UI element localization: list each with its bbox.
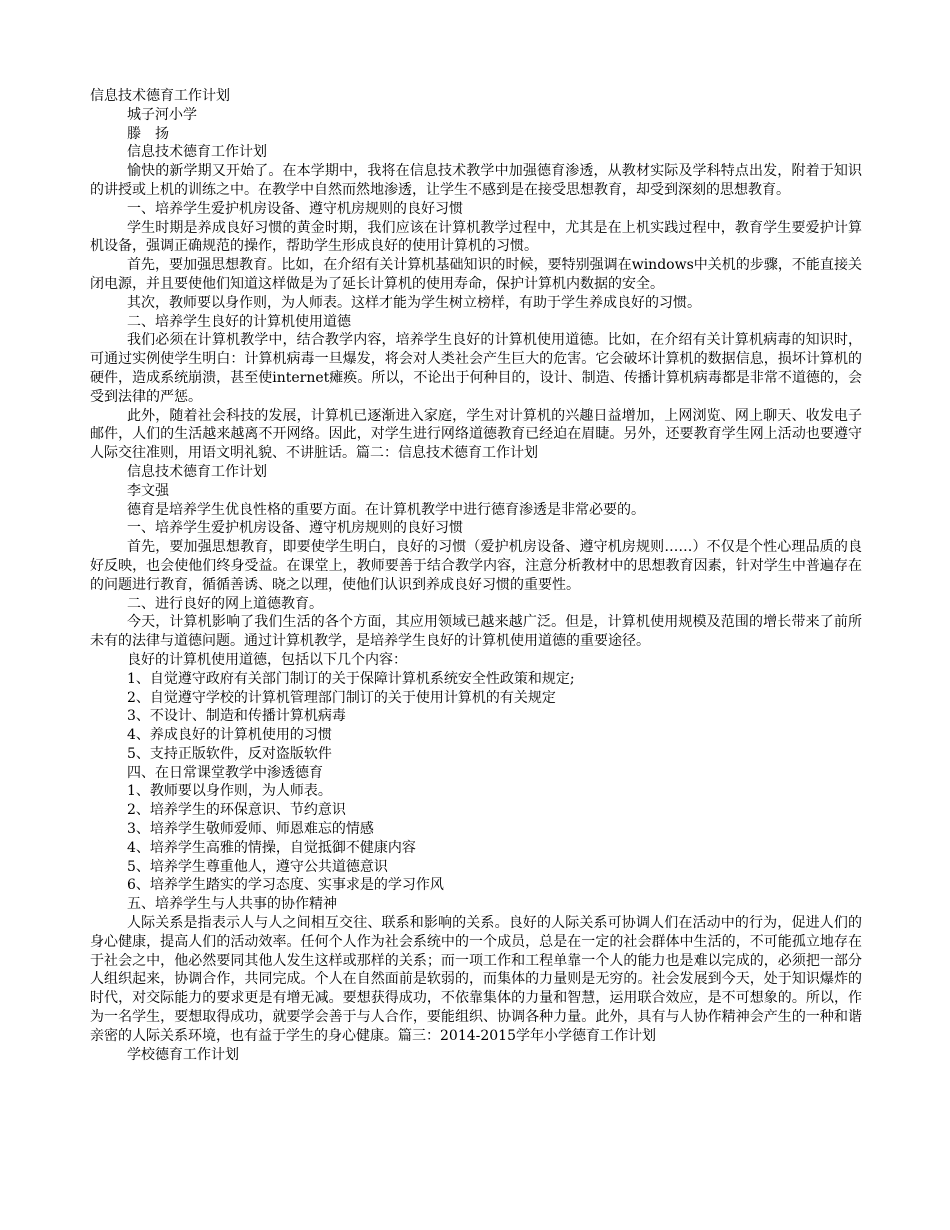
paragraph: 四、在日常课堂教学中渗透德育 [127,764,323,781]
paragraph: 信息技术德育工作计划 [127,463,267,480]
paragraph: 5、培养学生尊重他人，遵守公共道德意识 [127,858,388,875]
paragraph: 德育是培养学生优良性格的重要方面。在计算机教学中进行德育渗透是非常必要的。 [127,501,645,518]
paragraph: 人际关系是指表示人与人之间相互交往、联系和影响的关系。良好的人际关系可协调人们在活动中的行为，促进人们的身心健康，提高人们的活动效率。任何个人作为社会系统中的一个成员，总是在一定的社会群体中生活的，不可能孤立地存在于社会之中，他必然要同其他人发生这样或那样的关系；而一项工作和工程单靠一个人的能力也是难以完成的，必须把一部分人组织起来，协调合作，共同完成。个人在自然面前是软弱的，而集体的力量则是无穷的。社会发展到今天，处于知识爆炸的时代，对交际能力的要求更是有增无减。要想获得成功，不依靠集体的力量和智慧，运用联合效应，是不可想象的。所以，作为一名学生，要想取得成功，就要学会善于与人合作，要能组织、协调各种力量。此外，具有与人协作精神会产生的一种和谐亲密的人际关系环境，也有益于学生的身心健康。篇三：2014-2015学年小学德育工作计划 [90,915,862,1044]
paragraph: 其次，教师要以身作则，为人师表。这样才能为学生树立榜样，有助于学生养成良好的习惯。 [127,294,701,311]
paragraph: 2、自觉遵守学校的计算机管理部门制订的关于使用计算机的有关规定 [127,689,556,706]
paragraph: 5、支持正版软件，反对盗版软件 [127,745,332,762]
paragraph: 6、培养学生踏实的学习态度、实事求是的学习作风 [127,877,444,894]
paragraph: 愉快的新学期又开始了。在本学期中，我将在信息技术教学中加强德育渗透，从教材实际及学科特点出发，附着于知识的讲授或上机的训练之中。在教学中自然而然地渗透，让学生不感到是在接受思想教育，却受到深刻的思想教育。 [90,163,862,198]
paragraph: 3、培养学生敬师爱师、师恩难忘的情感 [127,821,374,838]
paragraph: 二、进行良好的网上道德教育。 [127,595,323,612]
paragraph: 一、培养学生爱护机房设备、遵守机房规则的良好习惯 [127,200,463,217]
document-title: 信息技术德育工作计划 [90,88,230,104]
paragraph: 1、教师要以身作则，为人师表。 [127,783,332,800]
paragraph: 3、不设计、制造和传播计算机病毒 [127,708,346,725]
document-body [90,87,862,1064]
paragraph: 我们必须在计算机教学中，结合教学内容，培养学生良好的计算机使用道德。比如，在介绍有关计算机病毒的知识时，可通过实例使学生明白：计算机病毒一旦爆发，将会对人类社会产生巨大的危害。它会破坏计算机的数据信息，损坏计算机的硬件，造成系统崩溃，甚至使internet瘫痪。所以，不论出于何种目的，设计、制造、传播计算机病毒都是非常不道德的，会受到法律的严惩。 [90,332,862,405]
paragraph: 城子河小学 [127,106,197,123]
paragraph: 五、培养学生与人共事的协作精神 [127,896,337,913]
paragraph: 李文强 [127,482,169,499]
paragraph: 4、养成良好的计算机使用的习惯 [127,727,332,744]
paragraph: 滕 扬 [127,125,169,142]
paragraph: 首先，要加强思想教育，即要使学生明白，良好的习惯（爱护机房设备、遵守机房规则……）不仅是个性心理品质的良好反映，也会使他们终身受益。在课堂上，教师要善于结合教学内容，注意分析教材中的思想教育因素，针对学生中普遍存在的问题进行教育，循循善诱、晓之以理，使他们认识到养成良好习惯的重要性。 [90,539,862,593]
paragraph: 2、培养学生的环保意识、节约意识 [127,802,346,819]
paragraph: 一、培养学生爱护机房设备、遵守机房规则的良好习惯 [127,520,463,537]
paragraph: 4、培养学生高雅的情操，自觉抵御不健康内容 [127,839,416,856]
paragraph: 此外，随着社会科技的发展，计算机已逐渐进入家庭，学生对计算机的兴趣日益增加，上网浏览、网上聊天、收发电子邮件，人们的生活越来越离不开网络。因此，对学生进行网络道德教育已经迫在眉睫。另外，还要教育学生网上活动也要遵守人际交往准则，用语文明礼貌、不讲脏话。篇二：信息技术德育工作计划 [90,407,862,462]
paragraph: 良好的计算机使用道德，包括以下几个内容： [127,651,407,668]
paragraph: 信息技术德育工作计划 [127,144,267,161]
paragraph: 二、培养学生良好的计算机使用道德 [127,313,351,330]
paragraph: 首先，要加强思想教育。比如，在介绍有关计算机基础知识的时候，要特别强调在windows中关机的步骤，不能直接关闭电源，并且要使他们知道这样做是为了延长计算机的使用寿命，保护计算机内数据的安全。 [90,257,862,292]
paragraph: 今天，计算机影响了我们生活的各个方面，其应用领域已越来越广泛。但是，计算机使用规模及范围的增长带来了前所未有的法律与道德问题。通过计算机教学，是培养学生良好的计算机使用道德的重要途径。 [90,614,862,650]
paragraph: 学生时期是养成良好习惯的黄金时期，我们应该在计算机教学过程中，尤其是在上机实践过程中，教育学生要爱护计算机设备，强调正确规范的操作，帮助学生形成良好的使用计算机的习惯。 [90,219,862,255]
paragraph: 1、自觉遵守政府有关部门制订的关于保障计算机系统安全性政策和规定; [127,670,575,687]
paragraph: 学校德育工作计划 [127,1046,239,1063]
